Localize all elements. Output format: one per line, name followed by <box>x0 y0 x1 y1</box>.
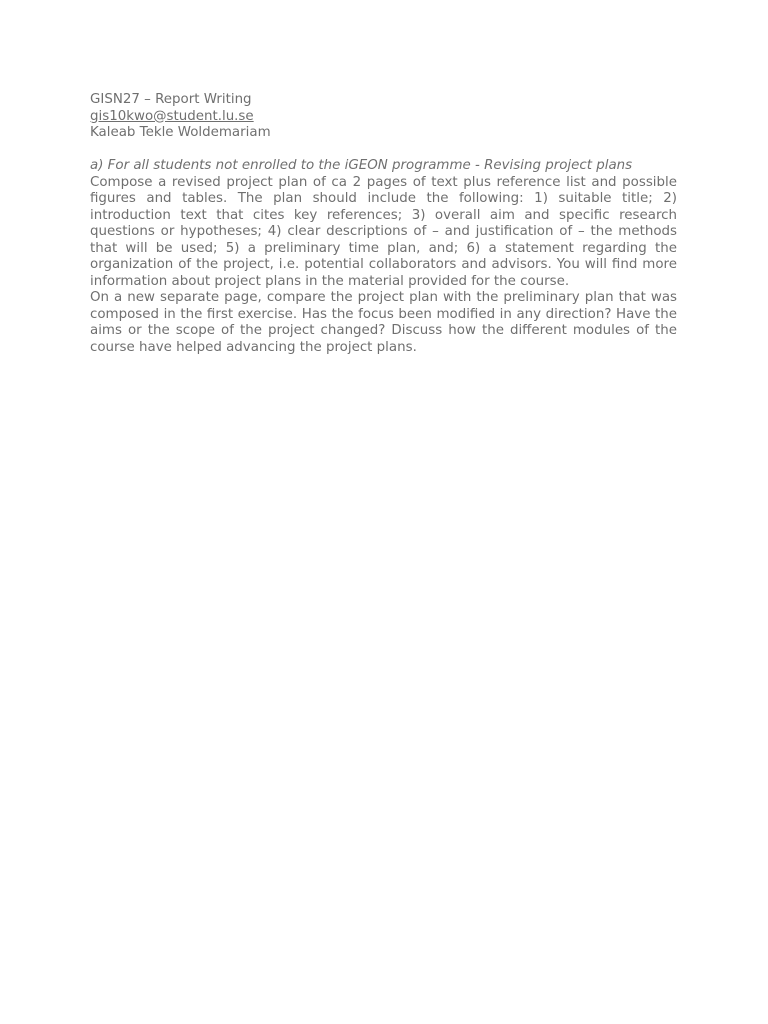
course-title: GISN27 – Report Writing <box>90 92 252 107</box>
email-link[interactable]: gis10kwo@student.lu.se <box>90 108 254 124</box>
paragraph-instructions: Compose a revised project plan of ca 2 pages of text plus reference list and possible figures and tables. The plan should include the following: 1) suitable title; 2) introduction text that cites key references; 3) overall aim and specific research questions or hypotheses; 4) clear descriptions of – and justification of – the methods that will be used; 5) a preliminary time plan, and; 6) a statement regarding the organization of the project, i.e. potential collaborators and advisors. You will find more information about project plans in the material provided for the course. <box>90 174 677 289</box>
author-name: Kaleab Tekle Woldemariam <box>90 125 271 140</box>
paragraph-comparison: On a new separate page, compare the project plan with the preliminary plan that was composed in the first exercise. Has the focus been modified in any direction? Have the aims or the scope of the project changed? Discuss how the different modules of the course have helped advancing the project plans. <box>90 290 677 355</box>
section-heading: a) For all students not enrolled to the iGEON programme - Revising project plans <box>90 158 633 173</box>
document-content <box>90 92 677 356</box>
blank-line <box>90 142 677 159</box>
